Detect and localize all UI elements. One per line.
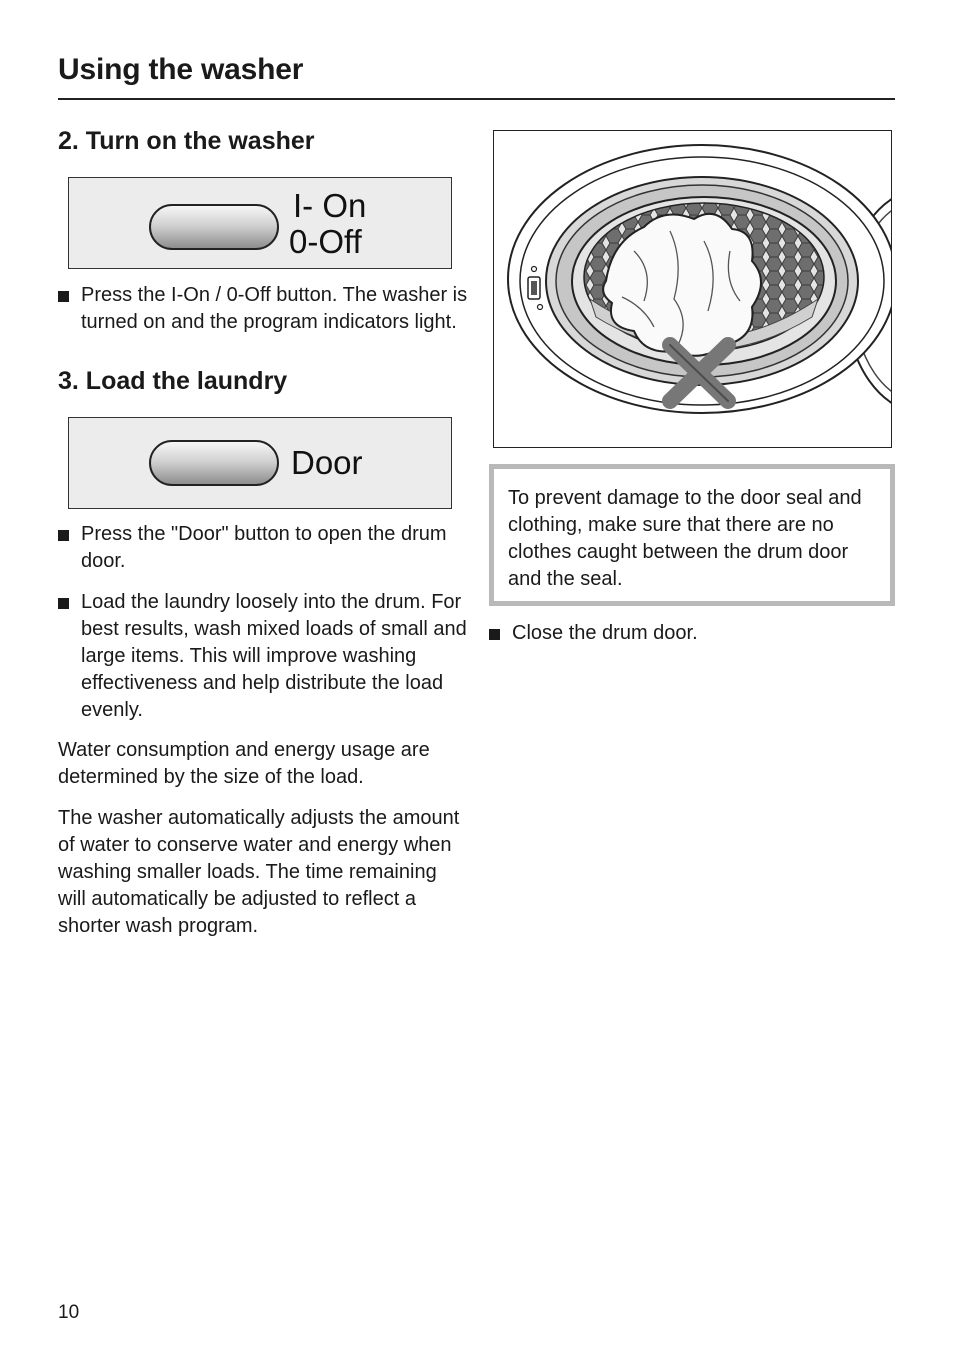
page-number: 10 bbox=[58, 1302, 80, 1323]
on-off-button-icon[interactable] bbox=[149, 204, 279, 250]
note-text: To prevent damage to the door seal and clothing, make sure that there are no clothes caught between the drum door and the seal. bbox=[508, 487, 862, 590]
heading-turn-on: 2. Turn on the washer bbox=[58, 127, 315, 155]
bullet-text: Press the I-On / 0-Off button. The washer is turned on and the program indicators light. bbox=[81, 284, 468, 333]
left-column bbox=[58, 124, 468, 940]
warning-note bbox=[489, 464, 895, 606]
door-button-icon[interactable] bbox=[149, 440, 279, 486]
bullet-square-icon bbox=[489, 629, 500, 640]
drum-icon bbox=[494, 131, 892, 448]
list-item bbox=[58, 521, 468, 575]
right-column bbox=[489, 130, 899, 647]
on-off-panel bbox=[68, 177, 452, 269]
header-rule bbox=[58, 98, 895, 100]
bullet-square-icon bbox=[58, 530, 69, 541]
page-title: Using the washer bbox=[58, 53, 304, 86]
list-item bbox=[58, 589, 468, 724]
bullet-text: Press the "Door" button to open the drum door. bbox=[81, 523, 447, 572]
bullet-square-icon bbox=[58, 598, 69, 609]
door-panel bbox=[68, 417, 452, 509]
bullet-square-icon bbox=[58, 291, 69, 302]
list-item bbox=[58, 282, 468, 336]
off-label: 0-Off bbox=[289, 223, 362, 260]
door-label: Door bbox=[291, 444, 363, 481]
washer-drum-illustration bbox=[493, 130, 892, 448]
bullet-text: Close the drum door. bbox=[512, 622, 698, 644]
on-label: I- On bbox=[293, 187, 367, 224]
bullet-text: Load the laundry loosely into the drum. For best results, wash mixed loads of small and large items. This will improve washing effectiveness and help distribute the load evenly. bbox=[81, 591, 467, 721]
paragraph-consumption: Water consumption and energy usage are determined by the size of the load. bbox=[58, 739, 430, 788]
heading-load-laundry: 3. Load the laundry bbox=[58, 367, 288, 395]
list-item bbox=[489, 620, 899, 647]
page-header bbox=[58, 52, 895, 88]
paragraph-auto-adjust: The washer automatically adjusts the amount of water to conserve water and energy when washing smaller loads. The time remaining will automatically be adjusted to reflect a shorter wash program. bbox=[58, 807, 460, 937]
